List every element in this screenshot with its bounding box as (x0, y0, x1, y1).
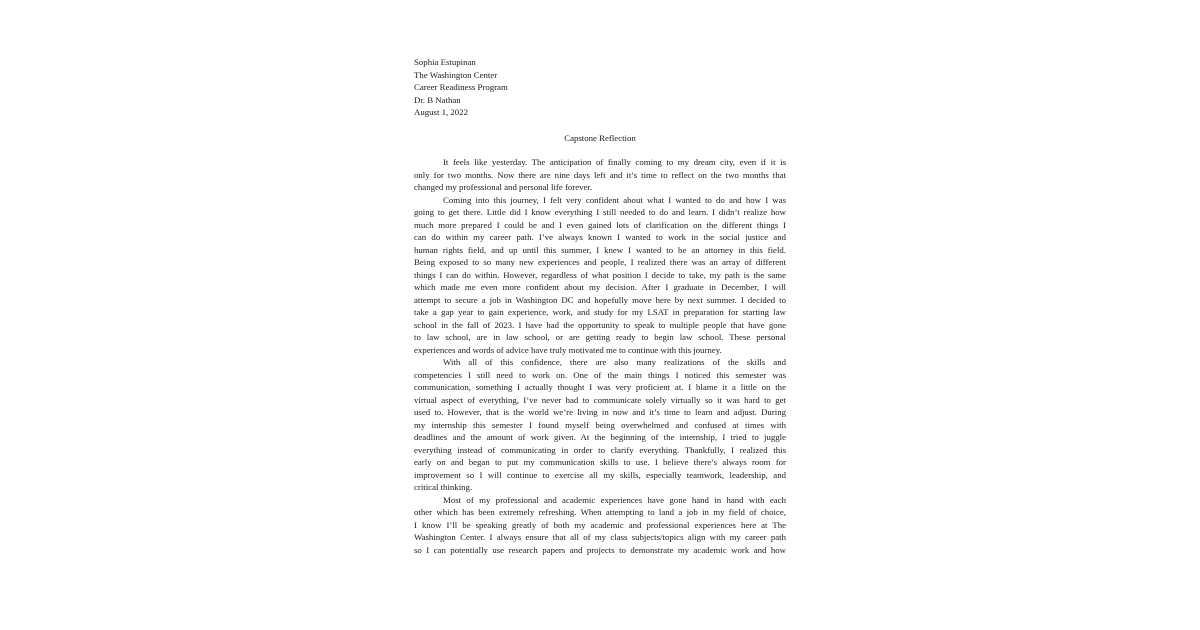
instructor-name: Dr. B Nathan (414, 94, 461, 105)
paragraph-line: communication, something I actually thought I was very proficient at. I blame it a little on the (414, 382, 786, 392)
paragraph (414, 194, 786, 357)
paragraph-line: Being exposed to so many new experiences and people, I realized there was an array of different (414, 257, 786, 267)
paragraph-line: much more prepared I could be and I even gained lots of clarification on the different things I (414, 219, 786, 230)
paragraph-line: Coming into this journey, I felt very confident about what I wanted to do and how I was (443, 194, 786, 205)
paragraph-line: can do within my career path. I’ve always known I wanted to work in the social justice and (414, 232, 786, 242)
paragraph-line: critical thinking. (414, 482, 473, 492)
document-body (414, 156, 786, 556)
paragraph-line: things I can do within. However, regardless of what position I decide to take, my path is the same (414, 269, 786, 280)
paragraph-line: virtual aspect of everything, I’ve never had to communicate solely virtually so it was hard to get (414, 394, 786, 405)
paragraph-line: only for two months. Now there are nine days left and it’s time to reflect on the two months that (414, 169, 786, 180)
paragraph-line: I know I’ll be speaking greatly of both my academic and professional experiences here at The (414, 519, 786, 530)
program-name: Career Readiness Program (414, 82, 508, 92)
paragraph-line: experiences and words of advice have truly motivated me to continue with this journey. (414, 344, 722, 355)
paragraph (414, 156, 786, 194)
paragraph-line: It feels like yesterday. The anticipation of finally coming to my dream city, even if it is (443, 157, 786, 167)
paragraph (414, 356, 786, 494)
paragraph-line: improvement so I will continue to exercise all my skills, especially teamwork, leadership, and (414, 469, 786, 480)
paragraph-line: human rights field, and up until this summer, I knew I wanted to be an attorney in this field. (414, 244, 786, 255)
author-name: Sophia Estupinan (414, 57, 476, 67)
paragraph (414, 494, 786, 557)
paragraph-line: which made me even more confident about my decision. After I graduate in December, I will (414, 282, 786, 292)
paragraph-line: other which has been extremely refreshing. When attempting to land a job in my field of choice, (414, 507, 786, 517)
paragraph-line: attempt to secure a job in Washington DC and hopefully move here by next summer. I decided to (414, 294, 786, 305)
document-date: August 1, 2022 (414, 107, 469, 117)
paragraph-line: Washington Center. I always ensure that all of my class subjects/topics align with my career path (414, 532, 786, 542)
paragraph-line: school in the fall of 2023. I have had the opportunity to speak to multiple people that have gone (414, 319, 786, 330)
paragraph-line: Most of my professional and academic experiences have gone hand in hand with each (443, 494, 786, 505)
organization-name: The Washington Center (414, 69, 498, 80)
paragraph-line: early on and began to put my communication skills to use. I believe there’s always room for (414, 457, 786, 467)
paragraph-line: my internship this semester I found myself being overwhelmed and confused at times with (414, 419, 786, 430)
paragraph-line: changed my professional and personal life forever. (414, 182, 593, 192)
paragraph-line: take a gap year to gain experience, work, and study for my LSAT in preparation for starting law (414, 307, 786, 317)
paragraph-line: everything instead of communicating in order to clarify everything. Thankfully, I realized this (414, 444, 786, 455)
paragraph-line: With all of this confidence, there are also many realizations of the skills and (443, 357, 786, 367)
paragraph-line: going to get there. Little did I know everything I still needed to do and learn. I didn’t realize how (414, 207, 786, 217)
paragraph-line: deadlines and the amount of work given. At the beginning of the internship, I tried to juggle (414, 432, 786, 442)
paragraph-line: to law school, are in law school, or are getting ready to begin law school. These personal (414, 332, 786, 342)
document-title: Capstone Reflection (564, 132, 636, 143)
paragraph-line: so I can potentially use research papers and projects to demonstrate my academic work and how (414, 544, 786, 555)
paragraph-line: used to. However, that is the world we’re living in now and it’s time to learn and adjust. During (414, 407, 786, 417)
header-block (414, 56, 786, 119)
paragraph-line: competencies I still need to work on. One of the main things I noticed this semester was (414, 369, 786, 380)
document-page (414, 56, 786, 556)
